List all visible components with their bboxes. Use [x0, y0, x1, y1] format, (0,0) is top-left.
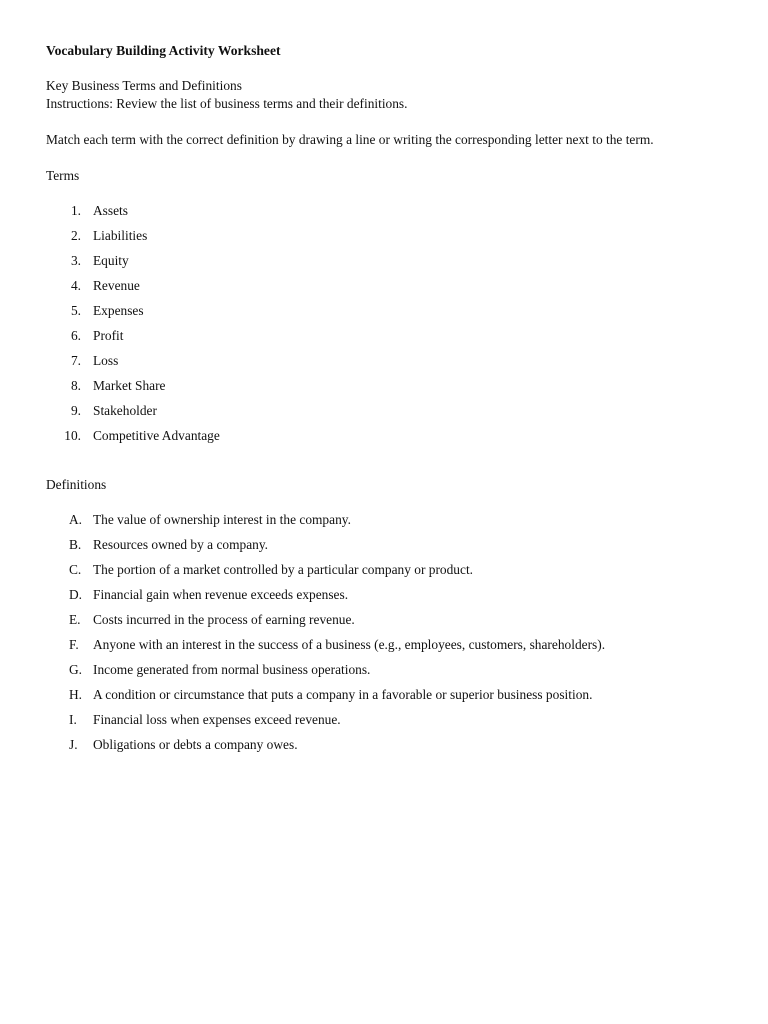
definition-letter: A.	[69, 512, 83, 527]
term-item	[46, 277, 718, 302]
definition-text: Financial gain when revenue exceeds expenses.	[93, 587, 349, 602]
definition-text: Resources owned by a company.	[93, 537, 269, 552]
definition-item	[46, 711, 718, 736]
term-number: 7.	[70, 353, 81, 368]
definition-text: The value of ownership interest in the company.	[93, 512, 351, 527]
definition-text: Costs incurred in the process of earning revenue.	[93, 612, 355, 627]
term-item	[46, 402, 718, 427]
instructions-text: Instructions: Review the list of business terms and their definitions.	[46, 96, 408, 111]
term-text: Profit	[93, 328, 124, 343]
definition-text: A condition or circumstance that puts a company in a favorable or superior business position.	[93, 687, 593, 702]
term-text: Market Share	[93, 378, 166, 393]
definition-item	[46, 586, 718, 611]
term-text: Loss	[93, 353, 119, 368]
definitions-heading: Definitions	[46, 477, 107, 492]
term-number: 10.	[64, 428, 81, 443]
term-text: Stakeholder	[93, 403, 157, 418]
definition-item	[46, 636, 718, 661]
term-text: Revenue	[93, 278, 140, 293]
term-number: 6.	[70, 328, 81, 343]
term-item	[46, 302, 718, 327]
definition-letter: D.	[69, 587, 83, 602]
definition-text: The portion of a market controlled by a particular company or product.	[93, 562, 474, 577]
definition-text: Financial loss when expenses exceed revenue.	[93, 712, 341, 727]
definition-letter: G.	[69, 662, 83, 677]
definition-item	[46, 611, 718, 636]
definition-item	[46, 661, 718, 686]
term-number: 1.	[70, 203, 81, 218]
definition-item	[46, 561, 718, 586]
term-item	[46, 202, 718, 227]
term-number: 8.	[70, 378, 81, 393]
term-item	[46, 377, 718, 402]
term-text: Competitive Advantage	[93, 428, 220, 443]
definition-item	[46, 536, 718, 561]
term-number: 2.	[70, 228, 81, 243]
term-item	[46, 352, 718, 377]
definition-text: Income generated from normal business operations.	[93, 662, 371, 677]
term-number: 3.	[70, 253, 81, 268]
definition-letter: B.	[69, 537, 82, 552]
definition-letter: H.	[69, 687, 83, 702]
term-text: Assets	[93, 203, 128, 218]
terms-list	[46, 202, 718, 452]
term-text: Liabilities	[93, 228, 148, 243]
definition-letter: E.	[69, 612, 81, 627]
worksheet-title: Vocabulary Building Activity Worksheet	[46, 43, 281, 58]
term-text: Equity	[93, 253, 129, 268]
definition-letter: C.	[69, 562, 82, 577]
definition-item	[46, 736, 718, 761]
term-number: 9.	[70, 403, 81, 418]
terms-heading: Terms	[46, 168, 80, 183]
term-item	[46, 327, 718, 352]
definition-item	[46, 511, 718, 536]
definition-letter: F.	[69, 637, 79, 652]
matching-instructions: Match each term with the correct definition by drawing a line or writing the corresponding letter next to the term.	[46, 132, 654, 147]
term-item	[46, 252, 718, 277]
term-number: 5.	[70, 303, 81, 318]
worksheet-page	[46, 42, 718, 761]
term-text: Expenses	[93, 303, 144, 318]
definitions-list	[46, 511, 718, 761]
definition-letter: I.	[69, 712, 77, 727]
definition-text: Obligations or debts a company owes.	[93, 737, 298, 752]
term-item	[46, 427, 718, 452]
worksheet-subtitle: Key Business Terms and Definitions	[46, 78, 242, 93]
definition-letter: J.	[69, 737, 78, 752]
definition-text: Anyone with an interest in the success of a business (e.g., employees, customers, shareholders).	[93, 637, 606, 652]
term-item	[46, 227, 718, 252]
term-number: 4.	[70, 278, 81, 293]
definition-item	[46, 686, 718, 711]
